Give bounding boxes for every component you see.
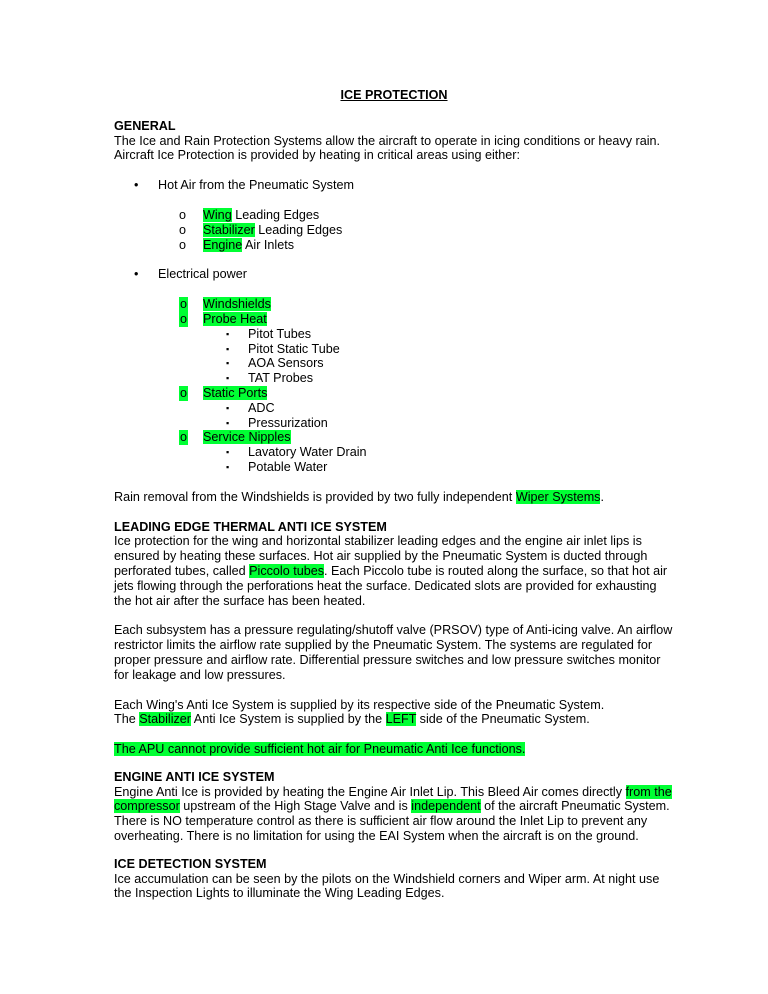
list-item: o Wing Leading Edges [179, 207, 320, 222]
list-item: ▪ Potable Water [226, 459, 328, 474]
hot-air-list [114, 178, 674, 193]
general-intro: The Ice and Rain Protection Systems allow the aircraft to operate in icing conditions or heavy rain. Aircraft Ice Protection is provided by heating in critical areas using either: [114, 133, 661, 163]
engine-heading: ENGINE ANTI ICE SYSTEM [114, 769, 275, 784]
electrical-sublist [114, 297, 674, 475]
leading-edge-p3-line2: The Stabilizer Anti Ice System is supplied by the LEFT side of the Pneumatic System. [114, 712, 590, 727]
leading-edge-p2: Each subsystem has a pressure regulating/shutoff valve (PRSOV) type of Anti-icing valve. An airflow restrictor limits the airflow rate supplied by the Pneumatic System. The systems are regulated for proper pressure and airflow rate. Differential pressure switches and low pressure switches monitor for leakage and low pressures. [114, 623, 673, 682]
list-item: ▪ ADC [226, 400, 275, 415]
list-item: • Electrical power [134, 267, 247, 282]
detection-heading: ICE DETECTION SYSTEM [114, 856, 267, 871]
list-item: ▪ Pitot Tubes [226, 326, 312, 341]
electrical-list [114, 267, 674, 282]
list-item: o Probe Heat [180, 311, 267, 326]
list-item: ▪ Pitot Static Tube [226, 341, 340, 356]
rain-removal-text: Rain removal from the Windshields is provided by two fully independent Wiper Systems. [114, 489, 604, 504]
list-item: ▪ TAT Probes [226, 371, 314, 386]
list-item: o Windshields [180, 297, 271, 312]
list-item: o Service Nipples [180, 430, 291, 445]
leading-edge-heading: LEADING EDGE THERMAL ANTI ICE SYSTEM [114, 519, 387, 534]
list-item: o Engine Air Inlets [179, 237, 295, 252]
general-heading: GENERAL [114, 118, 176, 133]
list-item: o Static Ports [180, 385, 268, 400]
detection-text: Ice accumulation can be seen by the pilots on the Windshield corners and Wiper arm. At night use the Inspection Lights to illuminate the Wing Leading Edges. [114, 871, 660, 901]
engine-text: Engine Anti Ice is provided by heating the Engine Air Inlet Lip. This Bleed Air comes directly from the compressor upstream of the High Stage Valve and is independent of the aircraft Pneumatic System. There is NO temperature control as there is sufficient air flow around the Inlet Lip to prevent any overheating. There is no limitation for using the EAI System when the aircraft is on the ground. [114, 784, 672, 844]
list-item: ▪ AOA Sensors [226, 356, 324, 371]
page-title: ICE PROTECTION [340, 88, 448, 102]
apu-note: The APU cannot provide sufficient hot air for Pneumatic Anti Ice functions. [114, 742, 526, 757]
hot-air-sublist [114, 208, 674, 252]
list-item: o Stabilizer Leading Edges [179, 222, 343, 237]
list-item: ▪ Pressurization [226, 415, 328, 430]
leading-edge-p3-line1: Each Wing's Anti Ice System is supplied by its respective side of the Pneumatic System. [114, 697, 605, 712]
document-page [114, 88, 674, 901]
list-item: ▪ Lavatory Water Drain [226, 445, 367, 460]
list-item: • Hot Air from the Pneumatic System [134, 178, 354, 193]
leading-edge-p1: Ice protection for the wing and horizontal stabilizer leading edges and the engine air inlet lips is ensured by heating these surfaces. Hot air supplied by the Pneumatic System is ducted through perforated tubes, called Piccolo tubes. Each Piccolo tube is routed along the surface, so that hot air jets flowing through the perforations heat the surface. Dedicated slots are provided for exhausting the hot air after the surface has been heated. [114, 534, 668, 608]
